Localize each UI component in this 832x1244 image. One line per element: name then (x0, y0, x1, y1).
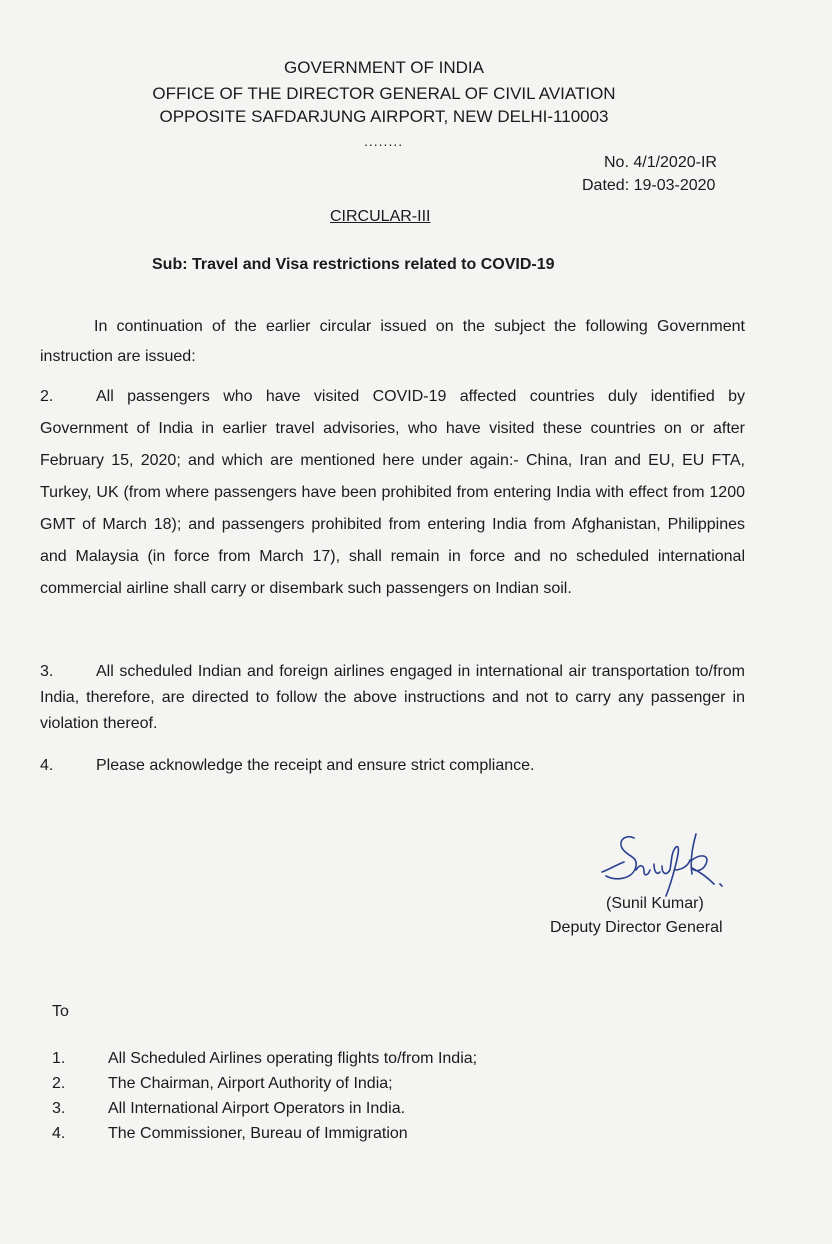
signature-stroke (602, 834, 722, 896)
header-address: OPPOSITE SAFDARJUNG AIRPORT, NEW DELHI-110003 (159, 107, 609, 126)
list-item (52, 1071, 612, 1096)
list-item-text: The Chairman, Airport Authority of India; (108, 1075, 393, 1092)
paragraph-3 (40, 659, 745, 737)
distribution-label: To (52, 1003, 69, 1020)
signatory-designation: Deputy Director General (550, 919, 723, 936)
paragraph-text: All passengers who have visited COVID-19 affected countries duly identified by Government of India in earlier travel advisories, who have visited these countries on or after February 15, 2020; and which are mentioned here under again:- China, Iran and EU, EU FTA, Turkey, UK (from where passengers have been prohibited from entering India with effect from 1200 GMT of March 18); and passengers prohibited from entering India from Afghanistan, Philippines and Malaysia (in force from March 17), shall remain in force and no scheduled international commercial airline shall carry or disembark such passengers on Indian soil. (40, 388, 745, 597)
paragraph-number: 2. (40, 388, 54, 405)
header-office: OFFICE OF THE DIRECTOR GENERAL OF CIVIL AVIATION (152, 84, 616, 103)
paragraph-2 (40, 381, 745, 605)
list-item-text: All Scheduled Airlines operating flights to/from India; (108, 1050, 478, 1067)
subject-line: Sub: Travel and Visa restrictions related to COVID-19 (152, 256, 555, 273)
circular-title: CIRCULAR-III (330, 208, 431, 225)
paragraph-4 (40, 750, 745, 782)
list-item-text: All International Airport Operators in India. (108, 1100, 406, 1117)
reference-number: No. 4/1/2020-IR (604, 154, 717, 171)
paragraph-number: 3. (40, 663, 54, 680)
signatory-name: (Sunil Kumar) (606, 895, 704, 912)
list-item-text: The Commissioner, Bureau of Immigration (108, 1125, 408, 1142)
paragraph-number: 4. (40, 757, 54, 774)
list-item (52, 1046, 612, 1071)
reference-date: Dated: 19-03-2020 (582, 177, 716, 194)
list-item-number: 4. (52, 1125, 66, 1142)
list-item (52, 1096, 612, 1121)
paragraph-text: Please acknowledge the receipt and ensure strict compliance. (96, 757, 535, 774)
paragraph-text: All scheduled Indian and foreign airlines engaged in international air transportation to/from India, therefore, are directed to follow the above instructions and not to carry any passenger in violation thereof. (40, 663, 745, 732)
list-item-number: 1. (52, 1050, 66, 1067)
header-government: GOVERNMENT OF INDIA (284, 58, 484, 77)
list-item-number: 3. (52, 1100, 66, 1117)
handwritten-signature (596, 826, 746, 906)
distribution-list (52, 1046, 612, 1146)
intro-paragraph: In continuation of the earlier circular issued on the subject the following Government instruction are issued: (40, 318, 745, 365)
list-item (52, 1121, 612, 1146)
header-separator: ........ (364, 133, 404, 149)
list-item-number: 2. (52, 1075, 66, 1092)
